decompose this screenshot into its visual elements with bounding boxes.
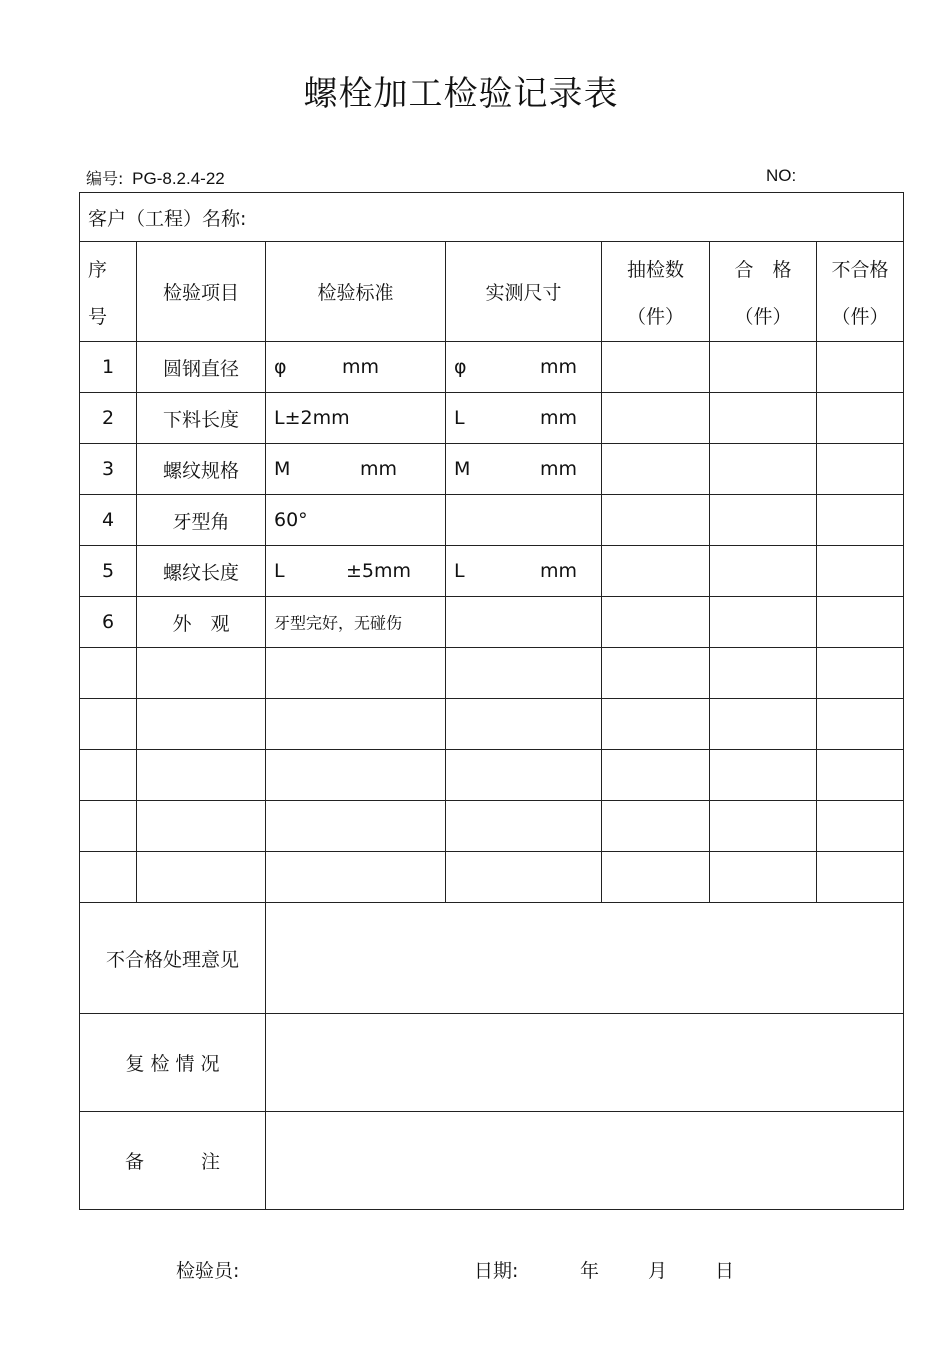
row-item: 外 观 [137, 597, 266, 648]
row-standard: L±2mm [266, 393, 446, 444]
day-label: 日 [715, 1260, 735, 1282]
row-pass-count[interactable] [710, 495, 817, 546]
table-row-empty [80, 852, 904, 903]
row-seq: 4 [80, 495, 137, 546]
date-label: 日期: [474, 1260, 519, 1282]
row-seq: 6 [80, 597, 137, 648]
row-fail-count[interactable] [817, 495, 904, 546]
row-item: 牙型角 [137, 495, 266, 546]
header-fail-count: 不合格 （件） [817, 242, 904, 342]
nonconformity-field[interactable] [266, 903, 904, 1014]
row-measured[interactable]: M mm [446, 444, 602, 495]
row-measured[interactable]: L mm [446, 546, 602, 597]
row-fail-count[interactable] [817, 597, 904, 648]
row-fail-count[interactable] [817, 342, 904, 393]
remarks-label: 备 注 [80, 1112, 266, 1210]
row-standard: φ mm [266, 342, 446, 393]
table-row-empty [80, 801, 904, 852]
inspection-table [79, 192, 904, 1210]
remarks-field[interactable] [266, 1112, 904, 1210]
nonconformity-label: 不合格处理意见 [80, 903, 266, 1014]
row-sample-count[interactable] [602, 444, 710, 495]
row-seq: 2 [80, 393, 137, 444]
no-label: NO: [766, 166, 797, 185]
row-standard: 60° [266, 495, 446, 546]
row-seq: 5 [80, 546, 137, 597]
remarks-row [80, 1112, 904, 1210]
month-label: 月 [648, 1260, 668, 1282]
row-sample-count[interactable] [602, 546, 710, 597]
table-row [80, 444, 904, 495]
doc-number [86, 166, 225, 189]
row-standard: L ±5mm [266, 546, 446, 597]
row-measured[interactable]: φ mm [446, 342, 602, 393]
recheck-label: 复 检 情 况 [80, 1014, 266, 1112]
doc-number-label: 编号: [86, 169, 124, 188]
row-sample-count[interactable] [602, 495, 710, 546]
customer-label: 客户（工程）名称: [88, 207, 247, 230]
row-item: 螺纹规格 [137, 444, 266, 495]
row-pass-count[interactable] [710, 597, 817, 648]
page-title: 螺栓加工检验记录表 [303, 74, 619, 114]
row-seq: 3 [80, 444, 137, 495]
row-fail-count[interactable] [817, 444, 904, 495]
row-item: 螺纹长度 [137, 546, 266, 597]
row-pass-count[interactable] [710, 444, 817, 495]
doc-number-value: PG-8.2.4-22 [132, 169, 225, 188]
table-row [80, 546, 904, 597]
row-standard: 牙型完好，无碰伤 [266, 597, 446, 648]
row-pass-count[interactable] [710, 546, 817, 597]
nonconformity-row [80, 903, 904, 1014]
row-measured[interactable] [446, 495, 602, 546]
table-row-empty [80, 648, 904, 699]
row-sample-count[interactable] [602, 393, 710, 444]
header-row [80, 242, 904, 342]
row-pass-count[interactable] [710, 393, 817, 444]
header-standard: 检验标准 [266, 242, 446, 342]
row-item: 圆钢直径 [137, 342, 266, 393]
recheck-row [80, 1014, 904, 1112]
year-label: 年 [580, 1260, 600, 1282]
row-fail-count[interactable] [817, 393, 904, 444]
header-measured: 实测尺寸 [446, 242, 602, 342]
table-row [80, 597, 904, 648]
header-seq: 序 号 [80, 242, 137, 342]
table-row [80, 342, 904, 393]
header-pass-count: 合 格 （件） [710, 242, 817, 342]
row-seq: 1 [80, 342, 137, 393]
header-item: 检验项目 [137, 242, 266, 342]
row-sample-count[interactable] [602, 342, 710, 393]
row-item: 下料长度 [137, 393, 266, 444]
table-row [80, 393, 904, 444]
row-measured[interactable]: L mm [446, 393, 602, 444]
row-fail-count[interactable] [817, 546, 904, 597]
table-row [80, 495, 904, 546]
recheck-field[interactable] [266, 1014, 904, 1112]
table-row-empty [80, 750, 904, 801]
row-sample-count[interactable] [602, 597, 710, 648]
customer-field[interactable] [80, 193, 904, 242]
table-row-empty [80, 699, 904, 750]
inspector-label: 检验员: [176, 1260, 240, 1282]
row-measured[interactable] [446, 597, 602, 648]
header-sample-count: 抽检数 （件） [602, 242, 710, 342]
row-pass-count[interactable] [710, 342, 817, 393]
row-standard: M mm [266, 444, 446, 495]
